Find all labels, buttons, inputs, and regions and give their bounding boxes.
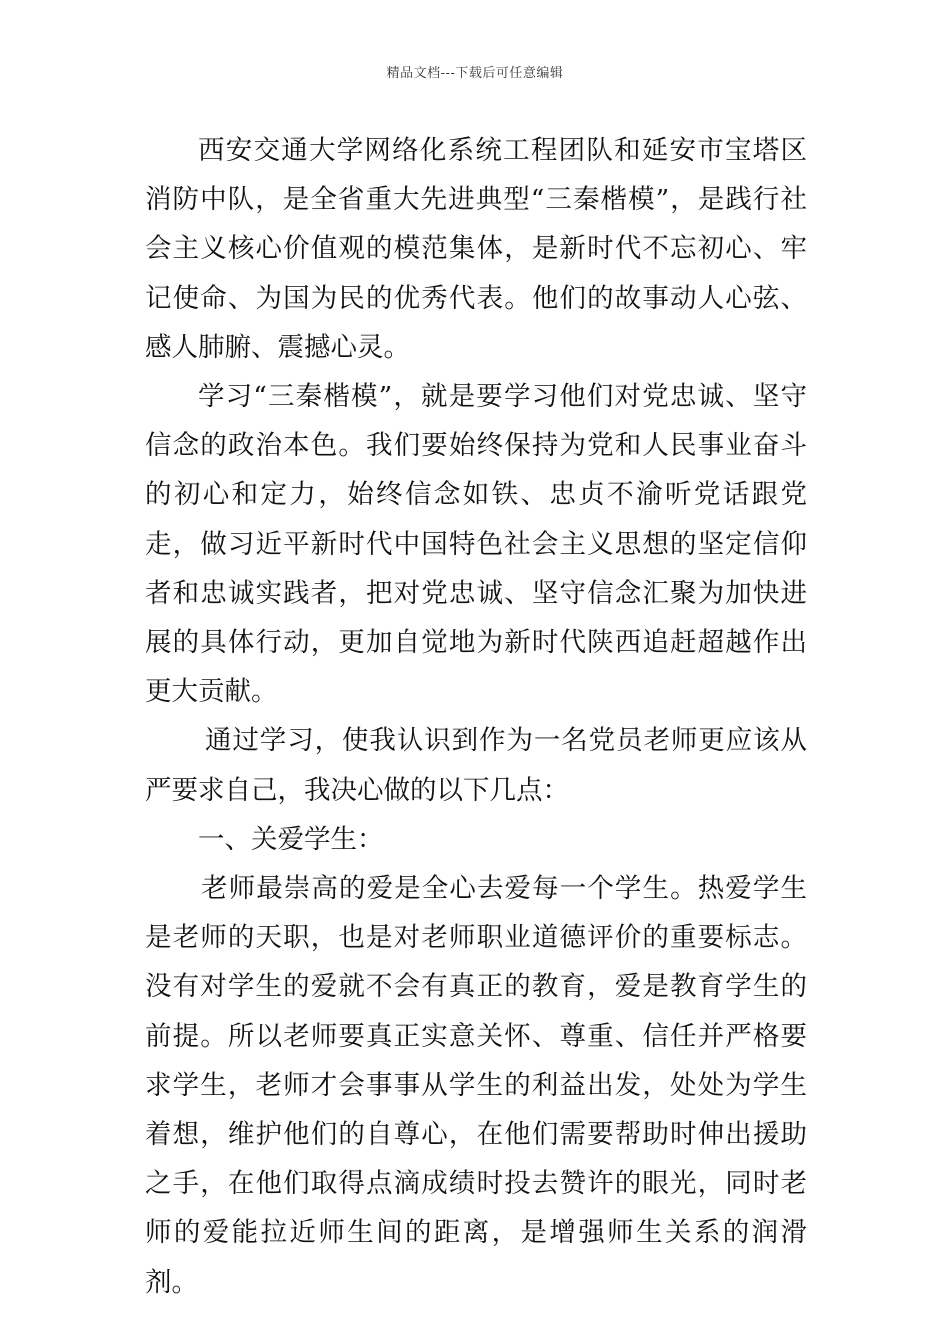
section-heading-care-for-students: 一、关爱学生： xyxy=(198,823,384,855)
paragraph-intro: 西安交通大学网络化系统工程团队和延安市宝塔区消防中队，是全省重大先进典型“三秦楷模”，是践行社会主义核心价值观的模范集体，是新时代不忘初心、牢记使命、为国为民的优秀代表。他们的故事动人心弦、感人肺腑、震撼心灵。 xyxy=(145,135,807,363)
document-body xyxy=(145,126,807,1307)
paragraph-care-for-students: 老师最崇高的爱是全心去爱每一个学生。热爱学生是老师的天职，也是对老师职业道德评价的重要标志。没有对学生的爱就不会有真正的教育，爱是教育学生的前提。所以老师要真正实意关怀、尊重、信任并严格要求学生，老师才会事事从学生的利益出发，处处为学生着想，维护他们的自尊心，在他们需要帮助时伸出援助之手，在他们取得点滴成绩时投去赞许的眼光，同时老师的爱能拉近师生间的距离，是增强师生关系的润滑剂。 xyxy=(145,873,807,1298)
paragraph-resolution: 通过学习，使我认识到作为一名党员老师更应该从严要求自己，我决心做的以下几点： xyxy=(145,725,807,806)
page-header: 精品文档---下载后可任意编辑 xyxy=(386,66,564,81)
paragraph-learning: 学习“三秦楷模”，就是要学习他们对党忠诚、坚守信念的政治本色。我们要始终保持为党和人民事业奋斗的初心和定力，始终信念如铁、忠贞不渝听党话跟党走，做习近平新时代中国特色社会主义思想的坚定信仰者和忠诚实践者，把对党忠诚、坚守信念汇聚为加快进展的具体行动，更加自觉地为新时代陕西追赶超越作出更大贡献。 xyxy=(145,381,807,708)
